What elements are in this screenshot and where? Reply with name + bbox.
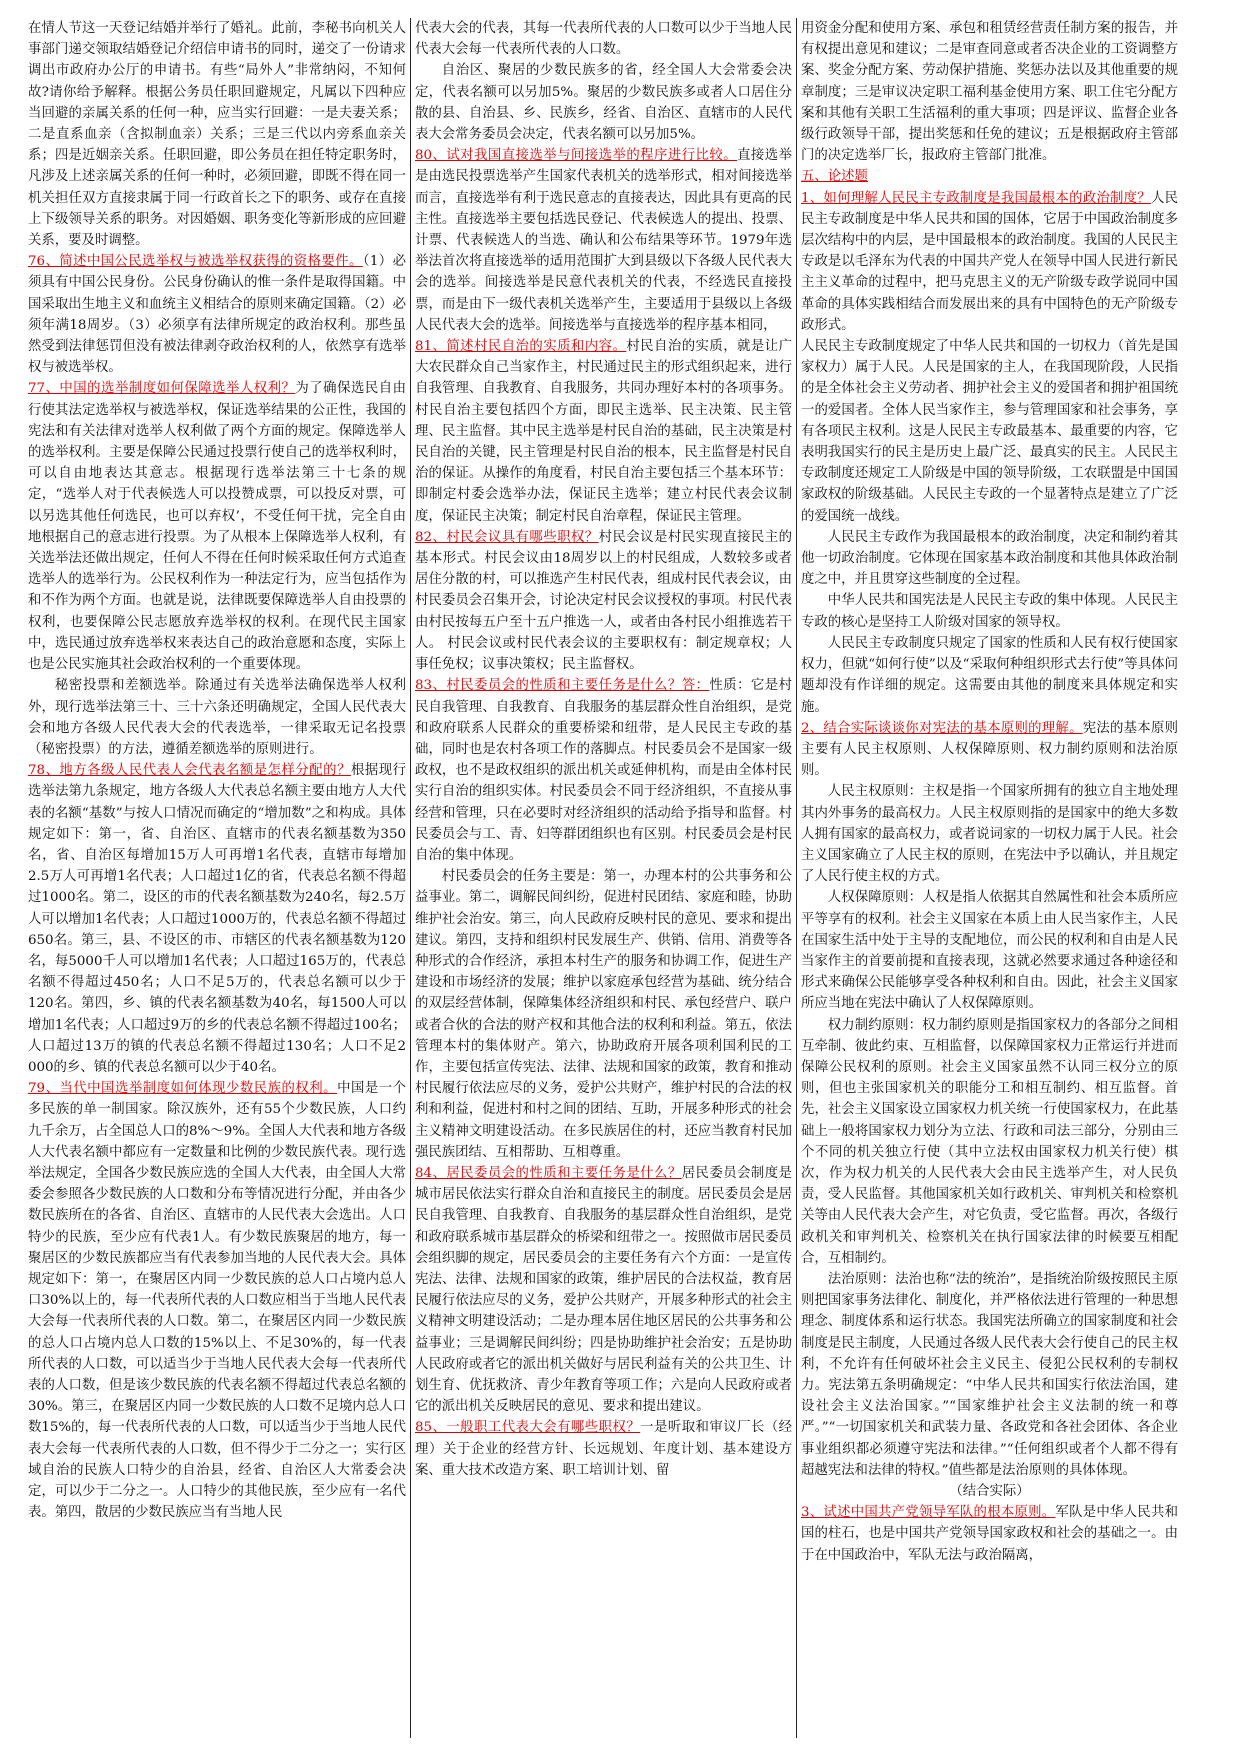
body-text: 权力制约原则：权力制约原则是指国家权力的各部分之间相互牵制、彼此约束、互相监督，以保障国家权力正常运行并进而保障公民权利的原则。社会主义国家虽然不认同三权分立的原则，但也主张国家机关的职能分工和相互制约、相互监督。首先，社会主义国家设立国家权力机关统一行使国家权力，在此基础上一般将国家权力划分为立法、行政和司法三部分，分别由三个不同的机关独立行使（其中立法权由国家权力机关行使）棋次，作为权力机关的人民代表大会由民主选举产生，对人民负责，受人民监督。其他国家机关如行政机关、审判机关和检察机关等由人民代表大会产生，对它负责，受它监督。再次，各级行政机关和审判机关、检察机关在执行国家法律的时候要互相配合，互相制约。	[801, 1017, 1178, 1266]
body-text: 村民会议是村民实现直接民主的基本形式。村民会议由18周岁以上的村民组成，人数较多或者居住分散的村，可以推选产生村民代表，组成村民代表会议，由村民委员会召集开会，讨论决定村民会议授权的事项。村民代表由村民按每五户至十五户推选一人，或者由各村民小组推选若干人。 村民会议或村民代表会议的主要职权有：制定规章权；人事任免权；议事决策权；民主监督权。	[415, 529, 792, 673]
question-paragraph	[415, 145, 792, 336]
body-text: 军队是中华人民共和国的柱石，也是中国共产党领导国家政权和社会的基础之一。由于在中国政治中，军队无法与政治隔离，	[801, 1505, 1178, 1563]
body-text: 中华人民共和国宪法是人民民主专政的集中体现。人民民主专政的核心是坚持工人阶级对国家的领导权。	[801, 593, 1178, 630]
question-heading: 3、试述中国共产党领导军队的根本原则。	[801, 1505, 1056, 1521]
body-text: 根据现行选举法第九条规定，地方各级人大代表总名额主要由地方人大代表的名额“基数”与按人口情况而确定的“增加数”之和构成。具体规定如下：第一，省、自治区、直辖市的代表名额基数为350名，省、自治区每增加15万人可再增1名代表，直辖市每增加2.5万人可再增1名代表；人口超过1亿的省，代表总名额不得超过1000名。第二，设区的市的代表名额基数为240名，每2.5万人可以增加1名代表；人口超过1000万的，代表总名额不得超过650名。第三，县、不设区的市、市辖区的代表名额基数为120名，每5000千人可以增加1名代表；人口超过165万的，代表总名额不得超过450名；人口不足5万的，代表总名额可以少于120名。第四，乡、镇的代表名额基数为40名，每1500人可以增加1名代表；人口超过9万的乡的代表总名额不得超过100名；人口超过13万的镇的代表总名额不得超过130名；人口不足2 000的乡、镇的代表总名额可以少于40名。	[28, 763, 406, 1075]
text-paragraph	[415, 60, 792, 145]
text-paragraph	[801, 336, 1178, 527]
question-heading: 83、村民委员会的性质和主要任务是什么？答：	[415, 678, 710, 694]
question-paragraph	[28, 378, 406, 675]
text-paragraph	[801, 633, 1178, 718]
question-paragraph	[415, 1417, 792, 1481]
text-paragraph	[801, 18, 1178, 166]
text-paragraph	[801, 1481, 1178, 1502]
question-paragraph	[801, 166, 1178, 187]
body-text: 自治区、聚居的少数民族多的省，经全国人大会常委会决定，代表名额可以另加5%。聚居的少数民族多或者人口居住分散的县、自治县、乡、民族乡，经省、自治区、直辖市的人民代表大会常务委员会决定，代表名额可以另加5%。	[415, 63, 792, 143]
question-heading: 76、简述中国公民选举权与被选举权获得的资格要件。	[28, 254, 363, 270]
body-text: 性质：它是村民自我管理、自我教育、自我服务的基层群众性自治组织，是党和政府联系人民群众的重要桥梁和纽带，是人民民主专政的基础，同时也是农村各项工作的落脚点。村民委员会不是国家一级政权，也不是政权组织的派出机关或延伸机构，而是由全体村民实行自治的组织实体。村民委员会不同于经济组织，不直接从事经营和管理，只在必要时对经济组织的活动给予指导和监督。村民委员会与工、青、妇等群团组织也有区别。村民委员会是村民自治的集中体现。	[415, 678, 793, 863]
body-text: 为了确保选民自由行使其法定选举权与被选举权，保证选举结果的公正性，我国的宪法和有关法律对选举人权利做了两个方面的规定。保障选举人的选举权利。主要是保障公民通过投票行使自己的选举权利时，可以自由地表达其意志。根据现行选举法第三十七条的规定，“选举人对于代表候选人可以投赞成票，可以投反对票，可以另选其他任何选民，也可以弃权’，不受任何干扰，完全自由地根据自己的意志进行投票。为了从根本上保障选举人权利，有关选举法还做出规定，任何人不得在任何时候采取任何方式追查选举人的选举行为。公民权利作为一种法定行为，应当包括作为和不作为两个方面。也就是说，法律既要保障选举人自由投票的权利，也要保障公民志愿放弃选举权的权利。在现代民主国家中，选民通过放弃选举权来表达自己的政治意愿和态度，实际上也是公民实施其社会政治权利的一个重要体现。	[28, 381, 406, 673]
column-3	[796, 18, 1182, 1738]
question-heading: 82、村民会议具有哪些职权？	[415, 529, 599, 545]
text-paragraph	[801, 887, 1178, 1014]
body-text: （1）必须具有中国公民身份。公民身份确认的惟一条件是取得国籍。中国采取出生地主义和血统主义相结合的原则来确定国籍。（2）必须年满18周岁。（3）必须享有法律所规定的政治权利。那些虽然受到法律惩罚但没有被法律剥夺政治权利的人，依然享有选举权与被选举权。	[28, 254, 406, 376]
question-paragraph	[801, 1502, 1178, 1566]
body-text: 人民民主专政作为我国最根本的政治制度，决定和制约着其他一切政治制度。它体现在国家基本政治制度和其他具体政治制度之中，并且贯穿这些制度的全过程。	[801, 529, 1178, 588]
question-heading: 1、如何理解人民民主专政制度是我国最根本的政治制度？	[801, 190, 1151, 206]
column-1	[24, 18, 410, 1738]
text-paragraph	[28, 18, 406, 251]
body-text: 人权保障原则：人权是指人依据其自然属性和社会本质所应平等享有的权利。社会主义国家在本质上由人民当家作主，人民在国家生活中处于主导的支配地位，而公民的权利和自由是人民当家作主的首要前提和直接表现，这就必然要求通过各种途径和形式来确保公民能够享受各种权利和自由。因此，社会主义国家所应当地在宪法中确认了人权保障原则。	[801, 890, 1178, 1012]
question-paragraph	[415, 336, 792, 527]
question-heading: 78、地方各级人民代表人会代表名额是怎样分配的？	[28, 763, 351, 779]
section-heading: 五、论述题	[801, 169, 868, 185]
question-paragraph	[28, 760, 406, 1078]
body-text: 直接选举是由选民投票选举产生国家代表机关的选举形式，相对间接选举而言，直接选举有利于选民意志的直接表达，因此具有更高的民主性。直接选举主要包括选民登记、代表候选人的提出、投票、计票、代表候选人的当选、确认和公布结果等环节。1979年选举法首次将直接选举的适用范围扩大到县级以下各级人民代表大会的选举。间接选举是民意代表机关的代表，不经选民直接投票，而是由下一级代表机关选举产生，主要适用于县级以上各级人民代表大会的选举。间接选举与直接选举的程序基本相同，	[415, 148, 793, 333]
body-text: 秘密投票和差额选举。除通过有关选举法确保选举人权利外，现行选举法第三十、三十六条还明确规定，全国人民代表大会和地方各级人民代表大会的代表选举，一律采取无记名投票（秘密投票）的方法，遵循差额选举的原则进行。	[28, 678, 406, 757]
body-text: 在情人节这一天登记结婚并举行了婚礼。此前，李秘书向机关人事部门递交领取结婚登记介绍信申请书的同时，递交了一份请求调出市政府办公厅的申请书。有些“局外人”非常纳闷，不知何故?请你给予解释。根据公务员任职回避规定，凡属以下四种应当回避的亲属关系的任何一种，应当实行回避：一是夫妻关系；二是直系血亲（含拟制血亲）关系；三是三代以内旁系血亲关系；四是近姻亲关系。任职回避，即公务员在担任特定职务时，凡涉及上述亲属关系的任何一种时，必须回避，即既不得在同一机关担任双方直接隶属于同一行政首长之下的职务、或存在直接上下级领导关系的职务。对因婚姻、职务变化等新形成的应回避关系，要及时调整。	[28, 21, 406, 249]
question-heading: 81、简述村民自治的实质和内容。	[415, 339, 627, 355]
text-paragraph	[415, 18, 792, 60]
question-paragraph	[801, 718, 1178, 782]
text-paragraph	[801, 527, 1178, 591]
body-text: 村民自治的实质，就是让广大农民群众自己当家作主，村民通过民主的形式组织起来，进行自我管理、自我教育、自我服务，共同办理好本村的各项事务。村民自治主要包括四个方面，即民主选举、民主决策、民主管理、民主监督。其中民主选举是村民自治的基础，民主决策是村民自治的关键，民主管理是村民自治的根本，民主监督是村民自治的保证。从操作的角度看，村民自治主要包括三个基本环节：即制定村委会选举办法，保证民主选举；建立村民代表会议制度，保证民主决策；制定村民自治章程，保证民主管理。	[415, 339, 793, 524]
body-text: 人民主权原则：主权是指一个国家所拥有的独立自主地处理其内外事务的最高权力。人民主权原则指的是国家中的绝大多数人拥有国家的最高权力，或者说词家的一切权力属于人民。社会主义国家确立了人民主权的原则，在宪法中予以确认，并且规定了人民行使主权的方式。	[801, 784, 1178, 885]
question-paragraph	[801, 188, 1178, 336]
body-text: 人民民主专政制度只规定了国家的性质和人民有权行使国家权力，但就“如何行使”以及“采取何种组织形式去行使”等具体问题却没有作详细的规定。这需要由其他的制度来具体规定和实施。	[801, 635, 1178, 715]
text-paragraph	[28, 675, 406, 760]
body-text: 人民民主专政制度是中华人民共和国的国体，它居于中国政治制度多层次结构中的内层，是中国最根本的政治制度。我国的人民民主专政是以毛泽东为代表的中国共产党人在领导中国人民进行新民主主义革命的过程中，把马克思主义的无产阶级专政学说同中国革命的具体实践相结合而发展出来的具有中国特色的无产阶级专政形式。	[801, 190, 1178, 333]
body-text: 代表大会的代表，其每一代表所代表的人口数可以少于当地人民代表大会每一代表所代表的人口数。	[415, 21, 792, 58]
body-text: 中国是一个多民族的单一制国家。除汉族外，还有55个少数民族，人口约九千余万，占全国总人口的8%～9%。全国人大代表和地方各级人大代表名额中都应有一定数量和比例的少数民族代表。现行选举法规定，全国各少数民族应选的全国人大代表，由全国人大常委会参照各少数民族的人口数和分布等情况进行分配，并由各少数民族所在的各省、自治区、直辖市的人民代表大会选出。人口特少的民族，至少应有代表1人。有少数民族聚居的地方，每一聚居区的少数民族都应当有代表参加当地的人民代表大会。具体规定如下：第一，在聚居区内同一少数民族的总人口占境内总人口30%以上的，每一代表所代表的人口数应相当于当地人民代表大会每一代表所代表的人口数。第二，在聚居区内同一少数民族的总人口占境内总人口数的15%以上、不足30%的，每一代表所代表的人口数，可以适当少于当地人民代表大会每一代表所代表的人口数，但是该少数民族的代表名额不得超过代表总名额的30%。第三，在聚居区内同一少数民族的人口数不足境内总人口数15%的，每一代表所代表的人口数，可以适当少于当地人民代表大会每一代表所代表的人口数，但不得少于二分之一；实行区域自治的民族人口特少的自治县，经省、自治区人大常委会决定，可以少于二分之一。人口特少的其他民族，至少应有一名代表。第四，散居的少数民族应当有当地人民	[28, 1081, 406, 1521]
question-heading: 80、试对我国直接选举与间接选举的程序进行比较。	[415, 148, 738, 164]
question-heading: 77、中国的选举制度如何保障选举人权利？	[28, 381, 296, 397]
text-paragraph	[801, 1015, 1178, 1269]
body-text: 居民委员会制度是城市居民依法实行群众自治和直接民主的制度。居民委员会是居民自我管理、自我教育、自我服务的基层群众性自治组织，是党和政府联系城市基层群众的桥梁和纽带之一。按照做市居民委员会组织脚的规定，居民委员会的主要任务有六个方面：一是宣传宪法、法律、法规和国家的政策，维护居民的合法权益，教育居民履行依法应尽的义务，爱护公共财产，开展多种形式的社会主义精神文明建设活动；二是办理本居住地区居民的公共事务和公益事业；三是调解民间纠纷；四是协助维护社会治安；五是协助人民政府或者它的派出机关做好与居民利益有关的公共卫生、计划生育、优抚救济、青少年教育等项工作；六是向人民政府或者它的派出机关反映居民的意见、要求和提出建议。	[415, 1165, 793, 1415]
text-paragraph	[801, 781, 1178, 887]
question-heading: 2、结合实际谈谈你对宪法的基本原则的理解。	[801, 720, 1083, 736]
body-text: 人民民主专政制度规定了中华人民共和国的一切权力（首先是国家权力）属于人民。人民是国家的主人，在我国现阶段，人民指的是全体社会主义劳动者、拥护社会主义的爱国者和拥护祖国统一的爱国者。全体人民当家作主，参与管理国家和社会事务，享有各项民主权利。这是人民民主专政最基本、最重要的内容，它表明我国实行的民主是历史上最广泛、最真实的民主。人民民主专政制度还规定工人阶级是中国的领导阶级，工农联盟是中国国家政权的阶级基础。人民民主专政的一个显著特点是建立了广泛的爱国统一战线。	[801, 339, 1178, 524]
column-2	[410, 18, 796, 1738]
text-paragraph	[801, 1269, 1178, 1481]
body-text: 宪法的基本原则主要有人民主权原则、人权保障原则、权力制约原则和法治原则。	[801, 720, 1178, 779]
body-text: （结合实际）	[949, 1484, 1030, 1500]
question-paragraph	[415, 1163, 792, 1417]
text-paragraph	[415, 866, 792, 1163]
question-heading: 84、居民委员会的性质和主要任务是什么？	[415, 1165, 682, 1181]
question-paragraph	[28, 1078, 406, 1523]
question-paragraph	[28, 251, 406, 378]
question-paragraph	[415, 527, 792, 675]
question-heading: 85、一般职工代表大会有哪些职权？	[415, 1420, 641, 1436]
question-heading: 79、当代中国选举制度如何体现少数民族的权利。	[28, 1081, 338, 1097]
body-text: 一是听取和审议厂长（经理）关于企业的经营方针、长远规划、年度计划、基本建设方案、重大技术改造方案、职工培训计划、留	[415, 1420, 793, 1478]
text-paragraph	[801, 590, 1178, 632]
body-text: 村民委员会的任务主要是：第一，办理本村的公共事务和公益事业。第二，调解民间纠纷，促进村民团结、家庭和睦，协助维护社会治安。第三，向人民政府反映村民的意见、要求和提出建议。第四，支持和组织村民发展生产、供销、信用、消费等各种形式的合作经济，承担本村生产的服务和协调工作，促进生产建设和市场经济的发展；维护以家庭承包经营为基础、统分结合的双层经营体制，保障集体经济组织和村民、承包经营户、联户或者合伙的合法的财产权和其他合法的权利和利益。第五，依法管理本村的集体财产。第六，协助政府开展各项利国利民的工作，主要包括宣传宪法、法律、法规和国家的政策，教育和推动村民履行依法应尽的义务，爱护公共财产，维护村民的合法的权利和利益，促进村和村之间的团结、互助，开展多种形式的社会主义精神文明建设活动。在多民族居住的村，还应当教育村民加强民族团结、互相帮助、互相尊重。	[415, 869, 792, 1160]
body-text: 用资金分配和使用方案、承包和租赁经营责任制方案的报告，并有权提出意见和建议；二是审查同意或者否决企业的工资调整方案、奖金分配方案、劳动保护措施、奖惩办法以及其他重要的规章制度；三是审议决定职工福利基金使用方案、职工住宅分配方案和其他有关职工生活福利的重大事项；四是评议、监督企业各级行政领导干部，提出奖惩和任免的建议；五是根据政府主管部门的决定选举厂长，报政府主管部门批准。	[801, 21, 1178, 164]
document-page	[24, 18, 1220, 1738]
body-text: 法治原则：法治也称“法的统治”，是指统治阶级按照民主原则把国家事务法律化、制度化，并严格依法进行管理的一种思想理念、制度体系和运行状态。我国宪法所确立的国家制度和社会制度是民主制度，人民通过各级人民代表大会行使自己的民主权利，不允许有任何破坏社会主义民主、侵犯公民权利的专制权力。宪法第五条明确规定：“中华人民共和国实行依法治国，建设社会主义法治国家。”“国家维护社会主义法制的统一和尊严。”“一切国家机关和武装力量、各政党和各社会团体、各企业事业组织都必须遵守宪法和法律。”“任何组织或者个人都不得有超越宪法和法律的特权。”值些都是法治原则的具体体现。	[801, 1271, 1178, 1478]
question-paragraph	[415, 675, 792, 866]
